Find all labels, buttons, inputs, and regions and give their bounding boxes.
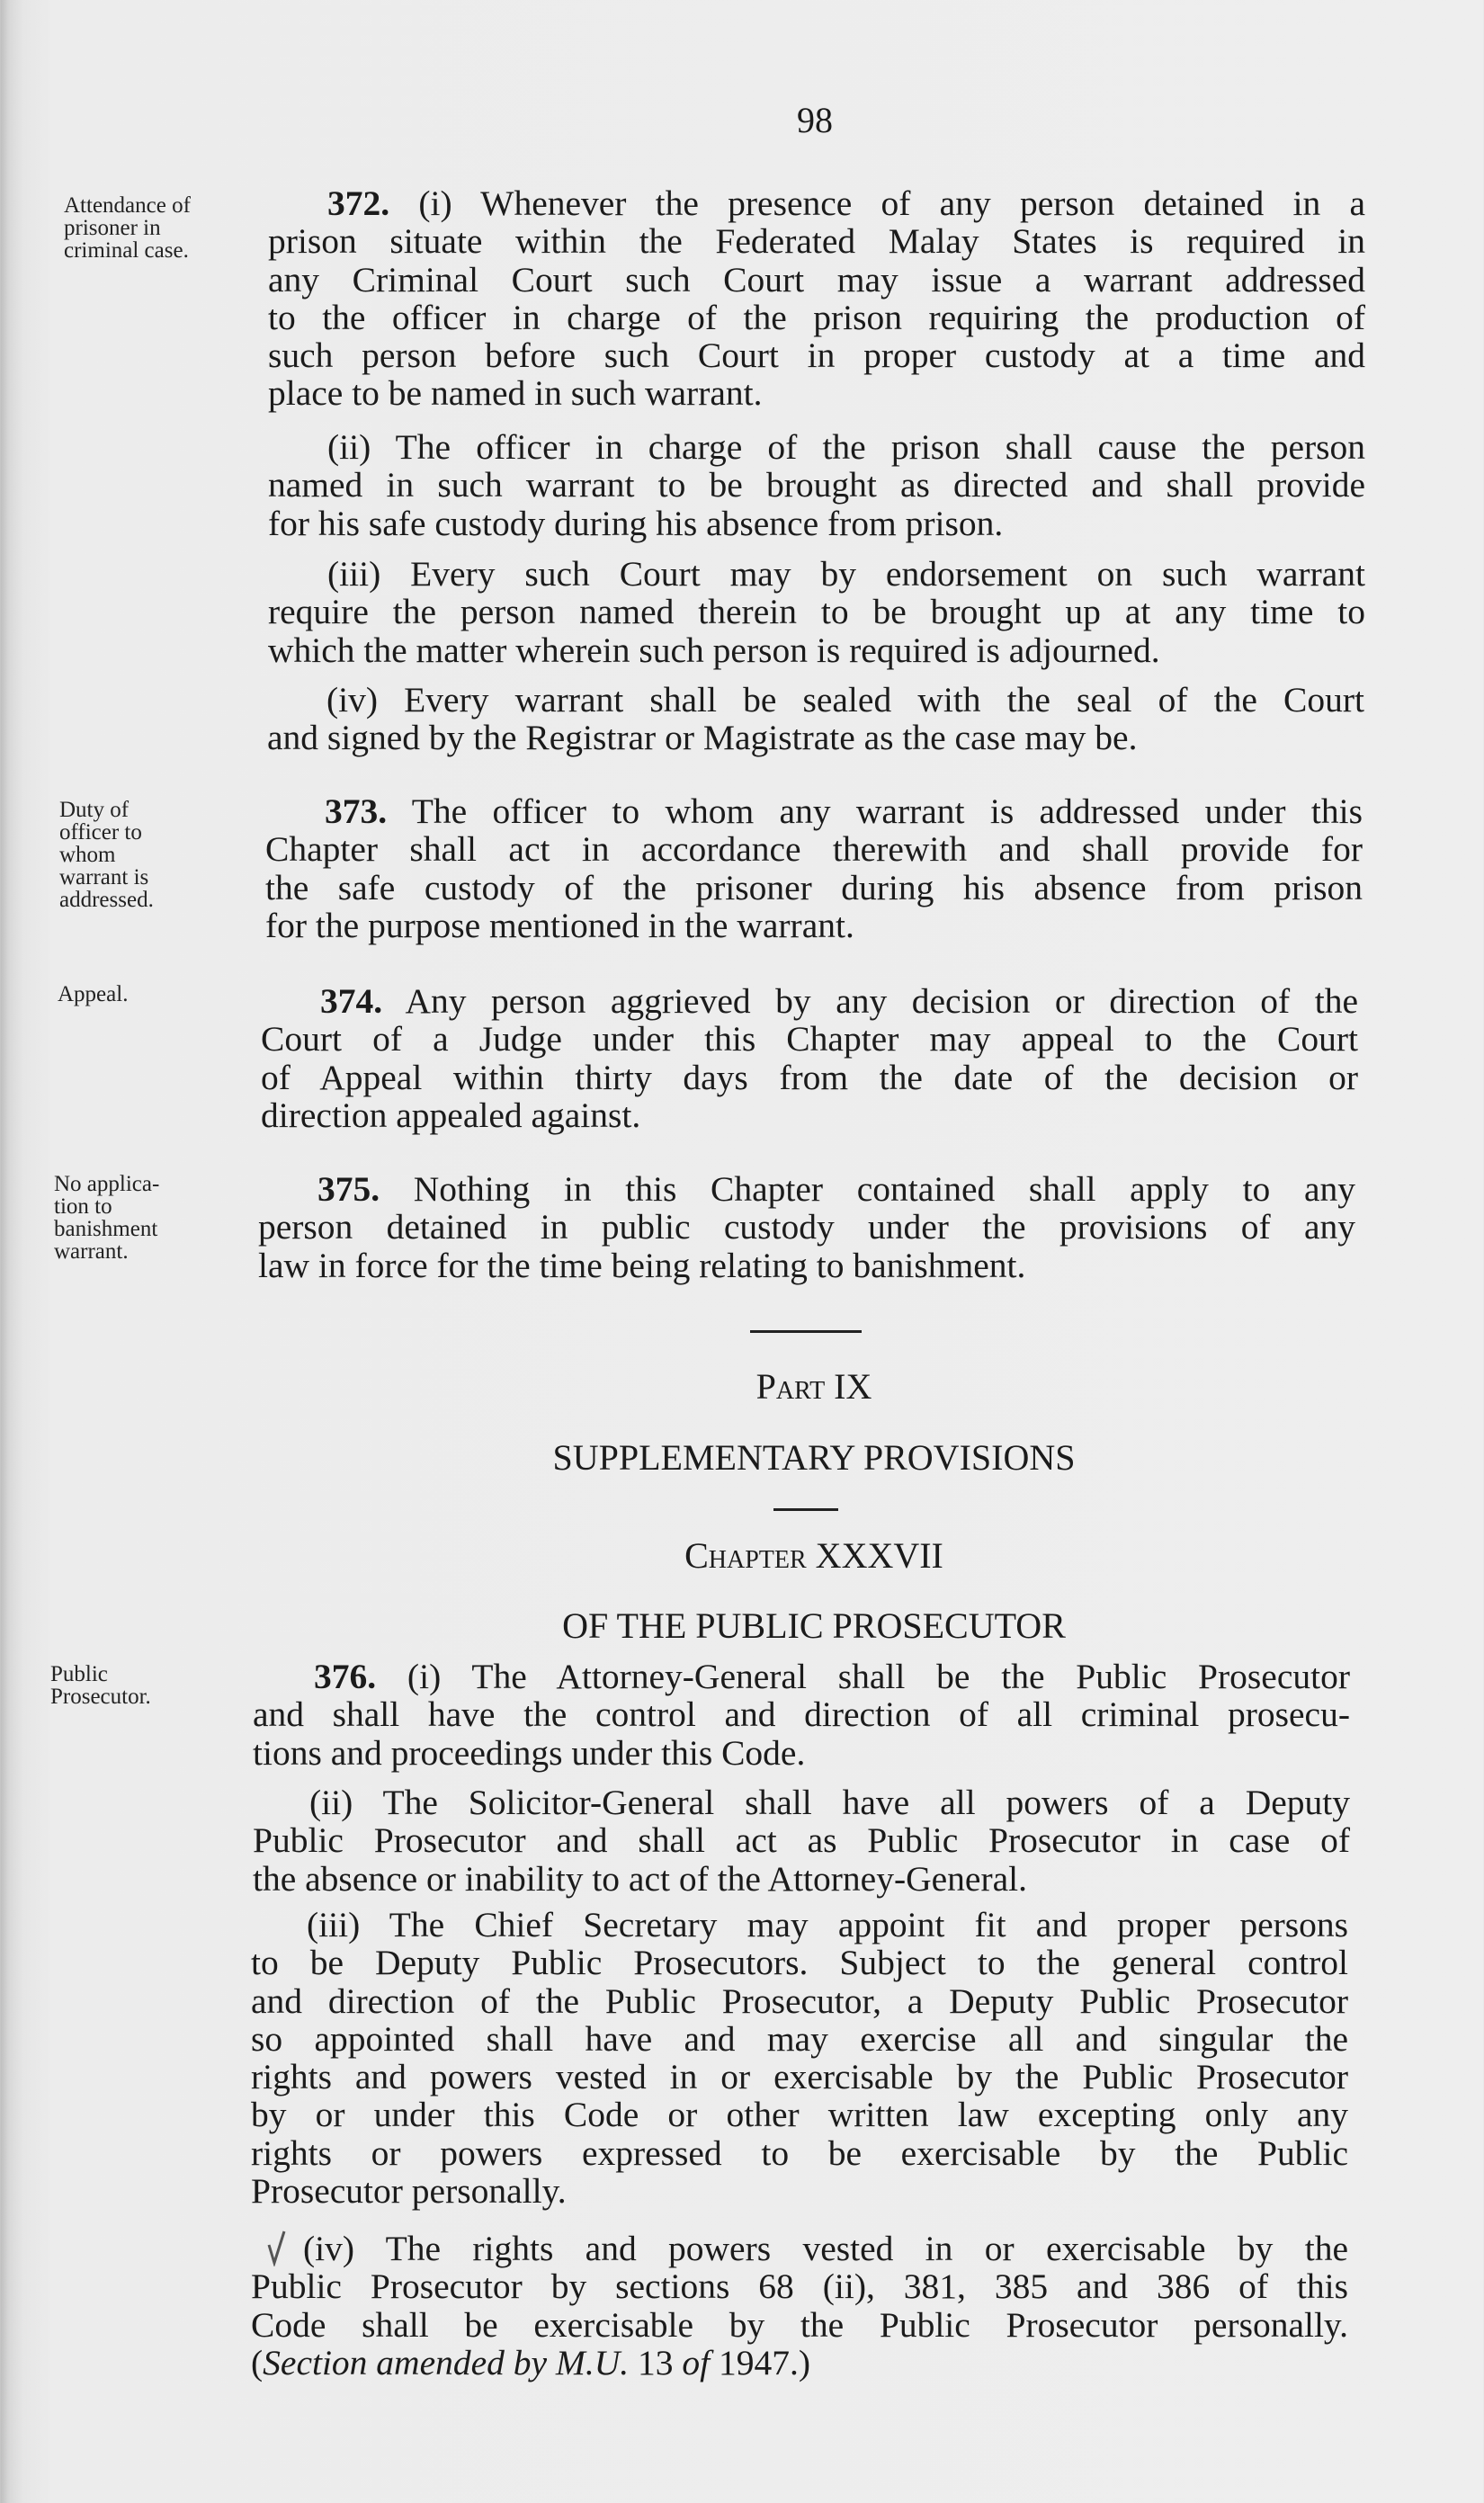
paragraph [251,1906,1348,2210]
section-number: 375. [317,1169,380,1209]
line-text: Code shall be exercisable by the Public Prosecutor personally. [251,2304,1348,2345]
margin-note [50,1663,151,1708]
line-text: for the purpose mentioned in the warrant. [265,905,854,945]
line-text: such person before such Court in proper custody at a time and [268,335,1365,376]
line-text: rights and powers vested in or exercisable by the Public Prosecutor [251,2057,1348,2097]
margin-note-line: banishment [54,1217,158,1241]
margin-note-line: Public [50,1662,108,1686]
text-line [251,2134,1348,2172]
section-number: 374. [320,981,383,1021]
line-text: person detained in public custody under the provisions of any [258,1207,1355,1247]
text-line [253,1658,1350,1695]
margin-note-line: No applica- [54,1172,160,1196]
italic-text: of [682,2342,711,2382]
paragraph [253,1658,1350,1772]
line-text: Prosecutor personally. [251,2171,567,2212]
line-text: so appointed shall have and may exercise all and singular the [251,2018,1348,2059]
line-text: Court of a Judge under this Chapter may appeal to the Court [261,1019,1358,1059]
line-text: (iv) The rights and powers vested in or exercisable by the [303,2229,1348,2268]
margin-note-line: warrant. [54,1239,129,1264]
margin-note-line: addressed. [59,888,154,912]
line-text: Nothing in this Chapter contained shall apply to any [380,1169,1355,1209]
text-line [258,1247,1355,1284]
line-text: (iii) Every such Court may by endorsement on such warrant [327,554,1365,594]
margin-note [54,1173,159,1263]
paragraph [258,1170,1355,1284]
text-line [251,2058,1348,2096]
line-text: and direction of the Public Prosecutor, a Deputy Public Prosecutor [251,1980,1348,2021]
line-text: the safe custody of the prisoner during his absence from prison [265,867,1363,907]
text-line [268,299,1365,336]
line-text: (i) Whenever the presence of any person detained in a [389,183,1365,223]
margin-note-line: warrant is [59,865,149,889]
line-text: (i) The Attorney-General shall be the Public Prosecutor [376,1657,1350,1696]
paragraph [268,555,1365,669]
margin-note-line: prisoner in [64,216,161,240]
line-text: and shall have the control and direction of all criminal prosecu- [253,1694,1350,1735]
line-text: any Criminal Court such Court may issue a warrant addressed [268,259,1365,299]
line-text: place to be named in such warrant. [268,373,763,414]
text-line [268,336,1365,374]
line-text: (iii) The Chief Secretary may appoint fit and proper persons [307,1905,1348,1944]
text-line [268,374,1365,412]
text-line [251,2096,1348,2133]
paragraph [268,184,1365,413]
text-line [268,593,1365,630]
divider-rule [750,1330,862,1333]
line-text: rights or powers expressed to be exercisable by the Public [251,2132,1348,2173]
margin-note-line: whom [59,843,116,867]
line-text: prison situate within the Federated Malay States is required in [268,221,1365,262]
section-number: 373. [325,791,388,831]
text-line [251,2230,1348,2267]
margin-note-line: tion to [54,1194,112,1219]
margin-note [64,194,191,262]
line-text: (ii) The officer in charge of the prison shall cause the person [327,427,1365,467]
paragraph [265,792,1363,944]
text-line [258,1208,1355,1246]
text-line [251,2344,1348,2382]
line-text: named in such warrant to be brought as directed and shall provide [268,465,1365,505]
line-text: require the person named therein to be brought up at any time to [268,592,1365,632]
text-line [251,1982,1348,2020]
paragraph [253,1783,1350,1898]
line-text: Any person aggrieved by any decision or direction of the [382,981,1358,1021]
text-line [261,1020,1358,1058]
section-number: 376. [314,1657,377,1696]
text-line [268,466,1365,504]
text-line [267,719,1364,756]
text-line [268,261,1365,299]
text-line [267,681,1364,719]
part-title: SUPPLEMENTARY PROVISIONS [552,1437,1076,1478]
text-line [253,1821,1350,1859]
line-text: and signed by the Registrar or Magistrate as the case may be. [267,718,1138,758]
text-line [251,1906,1348,1944]
text-line [251,2172,1348,2210]
line-text: (iv) Every warrant shall be sealed with the seal of the Court [326,680,1364,720]
text-line [265,792,1363,830]
text-line [253,1860,1350,1898]
part-label: Part IX [755,1366,872,1407]
line-text: for his safe custody during his absence from prison. [268,503,1004,543]
text-line [253,1783,1350,1821]
text-line [251,1944,1348,1981]
line-text: Public Prosecutor by sections 68 (ii), 381, 385 and 386 of this [251,2266,1348,2307]
text-line [268,555,1365,593]
line-text: which the matter wherein such person is required is adjourned. [268,630,1160,670]
line-text: direction appealed against. [261,1095,641,1135]
margin-note-line: Prosecutor. [50,1685,151,1709]
line-text: (ii) The Solicitor-General shall have all powers of a Deputy [309,1783,1350,1822]
line-text: tions and proceedings under this Code. [253,1732,806,1773]
text-line [251,2306,1348,2344]
text-line [253,1734,1350,1772]
line-text: the absence or inability to act of the Attorney-General. [253,1858,1027,1899]
margin-note-line: Appeal. [58,982,129,1006]
line-text: law in force for the time being relating to banishment. [258,1245,1026,1285]
text-line [251,2020,1348,2058]
line-text: by or under this Code or other written law excepting only any [251,2095,1348,2135]
line-text: to be Deputy Public Prosecutors. Subject to the general control [251,1943,1348,1983]
margin-note-line: criminal case. [64,238,189,263]
text-line [258,1170,1355,1208]
line-text: Public Prosecutor and shall act as Public Prosecutor in case of [253,1820,1350,1861]
margin-note-line: Duty of [59,798,130,822]
text-line [253,1695,1350,1733]
paragraph [261,982,1358,1134]
page-number: 98 [797,100,833,140]
line-text: of Appeal within thirty days from the date of the decision or [261,1057,1358,1097]
section-number: 372. [327,183,390,223]
line-text: to the officer in charge of the prison requiring the production of [268,297,1365,337]
text-line [261,982,1358,1020]
line-text: Chapter shall act in accordance therewith and shall provide for [265,829,1363,870]
divider-rule [773,1508,838,1511]
text-line [268,184,1365,222]
text-line [261,1059,1358,1096]
text-line [261,1096,1358,1134]
text-segment: ( [251,2342,264,2382]
margin-note [59,799,154,911]
paragraph [251,2230,1348,2382]
line-text: The officer to whom any warrant is addressed under this [387,791,1363,831]
text-line [268,428,1365,466]
chapter-title: OF THE PUBLIC PROSECUTOR [562,1605,1066,1646]
text-line [265,907,1363,944]
italic-text: Section amended by M.U. [263,2342,630,2382]
text-segment: 1947.) [710,2342,810,2382]
text-line [265,830,1363,868]
text-line [251,2267,1348,2305]
margin-note-line: Attendance of [64,193,191,218]
text-line [265,869,1363,907]
chapter-label: Chapter XXXVII [684,1535,943,1576]
margin-note-line: officer to [59,820,142,845]
paragraph [268,428,1365,542]
text-line [268,222,1365,260]
margin-note [58,983,128,1006]
text-segment: 13 [629,2342,683,2382]
paragraph [267,681,1364,757]
handwritten-checkmark [266,2229,288,2266]
text-line [268,505,1365,542]
text-line [268,631,1365,669]
